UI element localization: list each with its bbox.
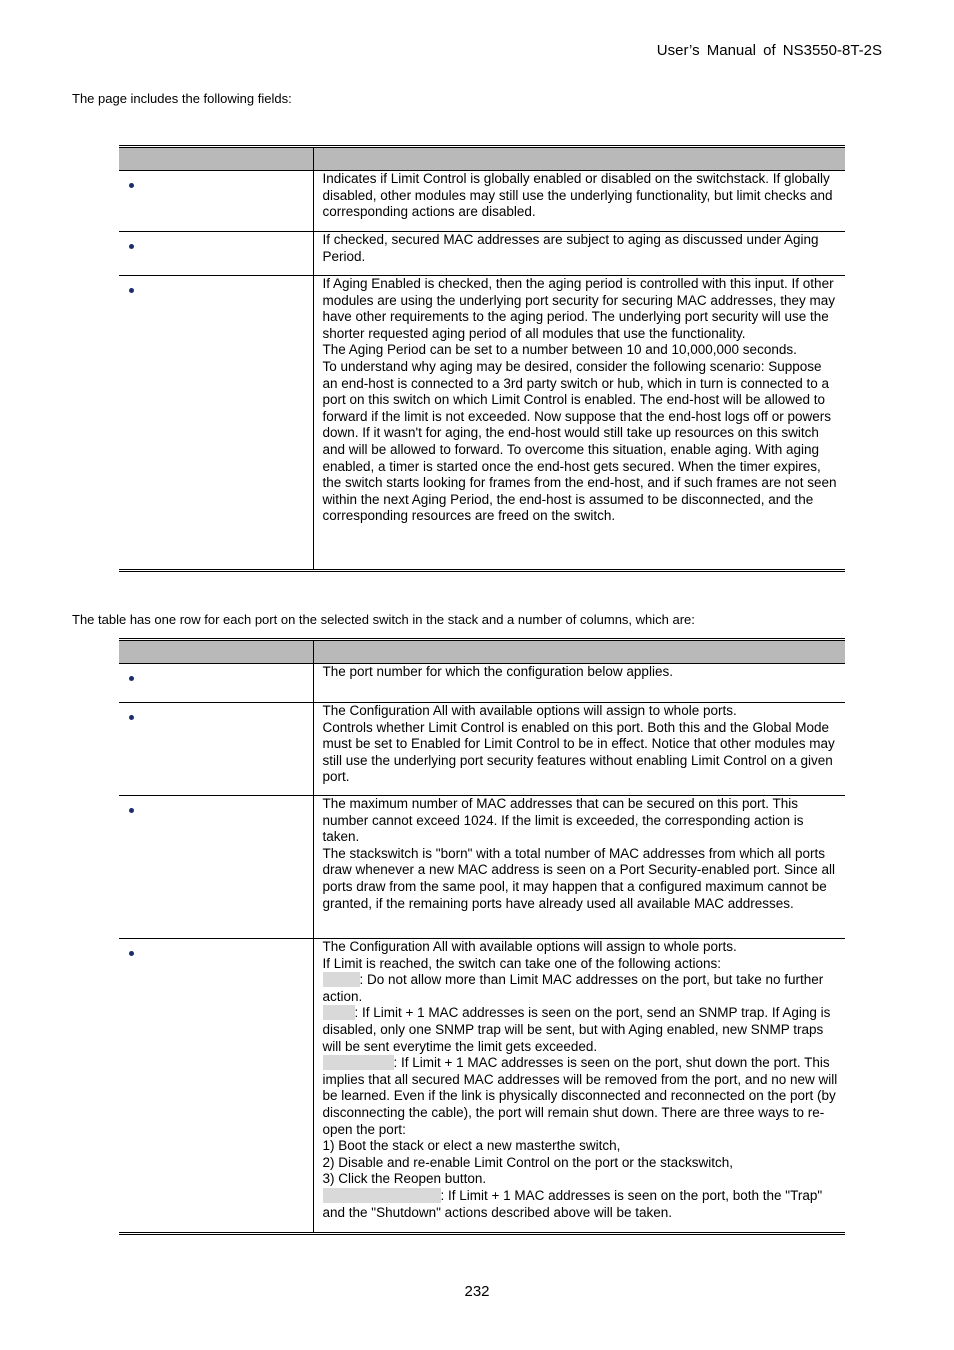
table-row xyxy=(119,276,845,571)
object-cell xyxy=(119,939,313,1234)
description-cell xyxy=(313,796,845,939)
table-row xyxy=(119,796,845,939)
description-cell xyxy=(313,232,845,276)
description-cell xyxy=(313,276,845,571)
action-name-highlight xyxy=(323,1188,441,1203)
bullet-icon xyxy=(129,951,134,956)
table-row xyxy=(119,232,845,276)
bullet-icon xyxy=(129,183,134,188)
bullet-icon xyxy=(129,715,134,720)
description-text: The port number for which the configuration below applies. xyxy=(322,664,673,679)
bullet-icon xyxy=(129,676,134,681)
description-text: Controls whether Limit Control is enabled on this port. Both this and the Global Mode must be set to Enabled for Limit Control to be in effect. Notice that other modules may still use the underlying port security features without enabling Limit Control on a given port. xyxy=(322,719,835,785)
fields-table-global xyxy=(119,145,845,572)
object-cell xyxy=(119,796,313,939)
intro-text-fields: The page includes the following fields: xyxy=(72,91,292,106)
description-cell xyxy=(313,171,845,232)
description-text: The maximum number of MAC addresses that can be secured on this port. This number cannot exceed 1024. If the limit is exceeded, the corresponding action is taken. xyxy=(322,796,804,845)
description-text: The stackswitch is "born" with a total number of MAC addresses from which all ports draw whenever a new MAC address is seen on a Port Security-enabled port. Since all ports draw from the same pool, it may happen that a configured maximum cannot be granted, if the remaining ports have already used all available MAC addresses. xyxy=(322,845,836,911)
object-cell xyxy=(119,664,313,703)
action-item: : If Limit + 1 MAC addresses is seen on the port, send an SNMP trap. If Aging is disabled, only one SNMP trap will be sent, but with Aging enabled, new SNMP traps will be sent everytime the limit gets exceeded. xyxy=(322,1005,831,1054)
object-header-cell xyxy=(119,640,313,664)
table-row xyxy=(119,939,845,1234)
action-item: : If Limit + 1 MAC addresses is seen on the port, shut down the port. This implies that all secured MAC addresses will be removed from the port, and no new will be learned. Even if the link is physically disconnected and reconnected on the port (by disconnecting the cable), the port will remain shut down. There are three ways to re-open the port: xyxy=(322,1055,838,1137)
fields-table-ports xyxy=(119,638,845,1235)
description-text: The Configuration All with available options will assign to whole ports. xyxy=(322,939,737,954)
description-cell xyxy=(313,939,845,1234)
description-text: To understand why aging may be desired, consider the following scenario: Suppose an end-host is connected to a 3rd party switch or hub, which in turn is connected to a port on this switch on which Limit Control is enabled. The end-host will be allowed to forward if the limit is not exceeded. Now suppose that the end-host logs off or powers down. If it wasn't for aging, the end-host would still take up resources on this switch and will be allowed to forward. To overcome this situation, enable aging. With aging enabled, a timer is started once the end-host gets secured. When the timer expires, the switch starts looking for frames from the end-host, and if such frames are not seen within the next Aging Period, the end-host is assumed to be disconnected, and the corresponding resources are freed on the switch. xyxy=(322,358,837,524)
object-cell xyxy=(119,171,313,232)
description-cell xyxy=(313,664,845,703)
table-row xyxy=(119,664,845,703)
reopen-step: 1) Boot the stack or elect a new masterthe switch, xyxy=(322,1138,621,1154)
intro-text-columns: The table has one row for each port on the selected switch in the stack and a number of columns, which are: xyxy=(72,612,695,627)
page-header: User’s Manual of NS3550-8T-2S xyxy=(656,42,882,59)
bullet-icon xyxy=(129,244,134,249)
table-row xyxy=(119,703,845,796)
description-text: Indicates if Limit Control is globally enabled or disabled on the switchstack. If globally disabled, other modules may still use the underlying functionality, but limit checks and corresponding actions are disabled. xyxy=(322,171,833,220)
description-text: If Limit is reached, the switch can take one of the following actions: xyxy=(322,955,721,971)
action-name-highlight xyxy=(323,1005,355,1020)
description-text: If Aging Enabled is checked, then the aging period is controlled with this input. If other modules are using the underlying port security for securing MAC addresses, they may have other requirements to the aging period. The underlying port security will use the shorter requested aging period of all modules that use the functionality. xyxy=(322,276,835,341)
page-number: 232 xyxy=(464,1283,490,1300)
description-text: The Configuration All with available options will assign to whole ports. xyxy=(322,703,737,718)
bullet-icon xyxy=(129,288,134,293)
reopen-step: 3) Click the Reopen button. xyxy=(322,1171,487,1187)
description-text: The Aging Period can be set to a number between 10 and 10,000,000 seconds. xyxy=(322,342,797,358)
description-cell xyxy=(313,703,845,796)
table-row xyxy=(119,171,845,232)
bullet-icon xyxy=(129,808,134,813)
table-header-row xyxy=(119,640,845,664)
action-item: : If Limit + 1 MAC addresses is seen on the port, both the "Trap" and the "Shutdown" actions described above will be taken. xyxy=(322,1187,823,1220)
description-header-cell xyxy=(313,640,845,664)
action-name-highlight xyxy=(323,972,360,987)
description-header-cell xyxy=(313,147,845,171)
reopen-step: 2) Disable and re-enable Limit Control on the port or the stackswitch, xyxy=(322,1154,733,1170)
object-cell xyxy=(119,232,313,276)
description-text: If checked, secured MAC addresses are subject to aging as discussed under Aging Period. xyxy=(322,232,819,264)
object-header-cell xyxy=(119,147,313,171)
object-cell xyxy=(119,276,313,571)
action-name-highlight xyxy=(323,1055,394,1070)
object-cell xyxy=(119,703,313,796)
action-item: : Do not allow more than Limit MAC addresses on the port, but take no further action. xyxy=(322,972,824,1004)
table-header-row xyxy=(119,147,845,171)
